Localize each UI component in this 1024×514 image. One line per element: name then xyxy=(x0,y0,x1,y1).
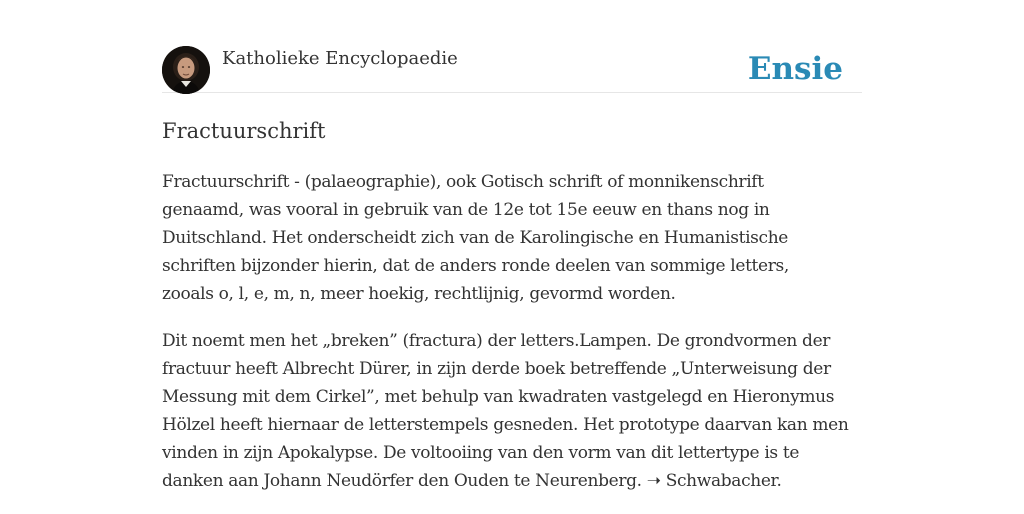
portrait-avatar-icon-graphic xyxy=(162,46,210,94)
article-paragraph-1: Fractuurschrift - (palaeographie), ook Gotisch schrift of monnikenschrift genaamd, was vooral in gebruik van de 12e tot 15e eeuw en thans nog in Duitschland. Het onderscheidt zich van de Karolingische en Humanistische schriften bijzonder hierin, dat de anders ronde deelen van sommige letters, zooals o, l, e, m, n, meer hoekig, rechtlijnig, gevormd worden. xyxy=(162,172,789,304)
brand-logo-link[interactable]: Ensie xyxy=(747,51,843,87)
portrait-avatar-icon[interactable] xyxy=(162,46,210,94)
page-title: Fractuurschrift xyxy=(162,119,326,143)
site-header xyxy=(162,46,862,93)
article-paragraph-2: Dit noemt men het „breken” (fractura) der letters.Lampen. De grondvormen der fractuur heeft Albrecht Dürer, in zijn derde boek betreffende „Unterweisung der Messung mit dem Cirkel”, met behulp van kwadraten vastgelegd en Hieronymus Hölzel heeft hiernaar de letterstempels gesneden. Het prototype daarvan kan men vinden in zijn Apokalypse. De voltooiing van den vorm van dit lettertype is te danken aan Johann Neudörfer den Ouden te Neurenberg. ➝ Schwabacher. xyxy=(162,331,849,491)
site-title: Katholieke Encyclopaedie xyxy=(222,48,458,69)
article-body xyxy=(162,168,862,514)
